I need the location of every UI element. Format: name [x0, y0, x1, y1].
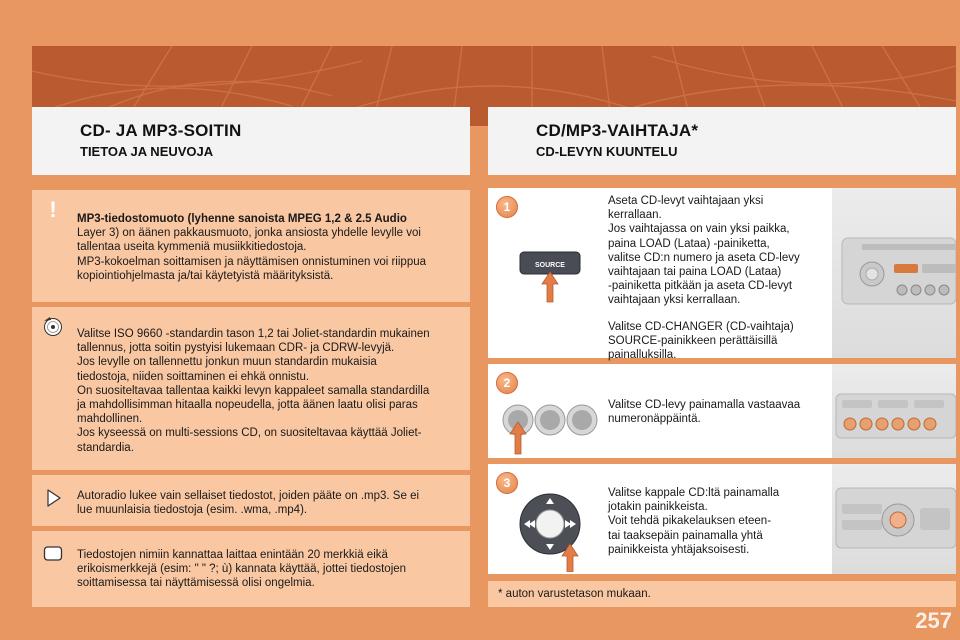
step-number: 2 [496, 372, 518, 394]
step-line: numeronäppäintä. [608, 413, 701, 426]
note-line: ja mahdollisimman hitaalla nopeudella, jotta äänen laatu olisi paras [77, 399, 418, 412]
disc-icon [42, 315, 64, 337]
left-header-subtitle: TIETOA JA NEUVOJA [80, 144, 214, 159]
note-line: tallentaa useita kymmeniä musiikkitiedostoja. [77, 241, 307, 254]
note-iso-standard [32, 307, 470, 470]
step-line: jotakin painikkeista. [608, 501, 708, 514]
number-buttons-illustration [498, 400, 602, 456]
radio-front-panel [832, 188, 956, 358]
step-line: painalluksilla. [608, 349, 677, 362]
radio-photo-source [832, 188, 956, 358]
radio-photo-numbers [832, 364, 956, 458]
note-line: lue muunlaisia tiedostoja (esim. .wma, .mp4). [77, 504, 308, 517]
play-icon [42, 487, 64, 509]
note-heading: MP3-tiedostomuoto (lyhenne sanoista MPEG 1,2 & 2.5 Audio [77, 213, 407, 225]
footnote: * auton varustetason mukaan. [488, 581, 956, 607]
note-line: kopiointiohjelmasta ja/tai käytetyistä määrityksistä. [77, 269, 334, 282]
step-line: vaihtajaan yksi kerrallaan. [608, 294, 741, 307]
step-1 [488, 188, 956, 362]
step-3-text [608, 486, 826, 557]
step-line: valitse CD:n numero ja aseta CD-levy [608, 251, 800, 264]
note-line: Autoradio lukee vain sellaiset tiedostot, joiden pääte on .mp3. Se ei [77, 490, 420, 502]
step-3 [488, 464, 956, 574]
note-line: erikoismerkkejä (esim: " " ?; ù) kannata käyttää, jottei tiedostojen [77, 563, 407, 576]
radio-number-keys [832, 364, 956, 458]
right-header-subtitle: CD-LEVYN KUUNTELU [536, 144, 678, 159]
note-line: Jos levylle on tallennettu jonkun muun standardin mukaisia [77, 356, 377, 369]
note-line: MP3-kokoelman soittamisen ja näyttämisen onnistuminen voi riippua [77, 255, 427, 268]
source-button-illustration [514, 246, 586, 306]
step-line: vaihtajaan tai paina LOAD (Lataa) [608, 266, 782, 279]
note-line: Jos kyseessä on multi-sessions CD, on suositeltavaa käyttää Joliet- [77, 427, 422, 440]
note-mp3-format [32, 190, 470, 302]
radio-direction-keys [832, 464, 956, 574]
note-file-names [32, 531, 470, 607]
exclamation-icon [42, 198, 64, 220]
step-line: tai taaksepäin painamalla yhtä [608, 529, 763, 542]
step-1-text [608, 194, 826, 362]
right-header [488, 107, 956, 175]
step-line: Aseta CD-levyt vaihtajaan yksi [608, 195, 764, 207]
step-2-text [608, 398, 826, 426]
note-line: On suositeltavaa tallentaa kaikki levyn kappaleet samalla standardilla [77, 384, 430, 397]
step-line: kerrallaan. [608, 209, 662, 222]
radio-photo-direction [832, 464, 956, 574]
step-line: painikkeista yhtäjaksoisesti. [608, 543, 750, 556]
page-number: 257 [915, 608, 952, 633]
note-line: mahdollinen. [77, 413, 143, 426]
svg-text:!: ! [49, 198, 57, 220]
step-line: Valitse CD-levy painamalla vastaavaa [608, 399, 801, 411]
note-file-extension [32, 475, 470, 526]
note-line: Tiedostojen nimiin kannattaa laittaa enintään 20 merkkiä eikä [77, 549, 388, 561]
note-line: soittamisessa tai näyttämisessä olisi ongelmia. [77, 577, 315, 590]
note-line: tallennus, jotta soitin pystyisi lukemaan CDR- ja CDRW-levyjä. [77, 342, 395, 355]
step-line: -painiketta pitkään ja aseta CD-levyt [608, 280, 793, 293]
note-line: Layer 3) on äänen pakkausmuoto, jonka ansiosta yhdelle levylle voi [77, 227, 421, 240]
step-line: paina LOAD (Lataa) -painiketta, [608, 237, 770, 250]
left-header-title: CD- JA MP3-SOITIN [80, 121, 242, 140]
step-line: Valitse kappale CD:ltä painamalla [608, 487, 780, 499]
note-line: tiedostoja, niiden soittaminen ei ehkä onnistu. [77, 370, 310, 383]
square-icon [42, 543, 64, 565]
step-line: Voit tehdä pikakelauksen eteen- [608, 515, 772, 528]
step-number: 1 [496, 196, 518, 218]
direction-pad-illustration [510, 482, 590, 572]
note-line: standardia. [77, 441, 134, 454]
step-number: 3 [496, 472, 518, 494]
step-line: Jos vaihtajassa on vain yksi paikka, [608, 223, 790, 236]
left-header [32, 107, 470, 175]
note-line: Valitse ISO 9660 -standardin tason 1,2 tai Joliet-standardin mukainen [77, 328, 430, 340]
step-2 [488, 364, 956, 458]
step-line: Valitse CD-CHANGER (CD-vaihtaja) [608, 320, 794, 333]
source-button-label: SOURCE [535, 262, 565, 269]
step-line: SOURCE-painikkeen perättäisillä [608, 334, 778, 347]
right-header-title: CD/MP3-VAIHTAJA* [536, 121, 699, 140]
